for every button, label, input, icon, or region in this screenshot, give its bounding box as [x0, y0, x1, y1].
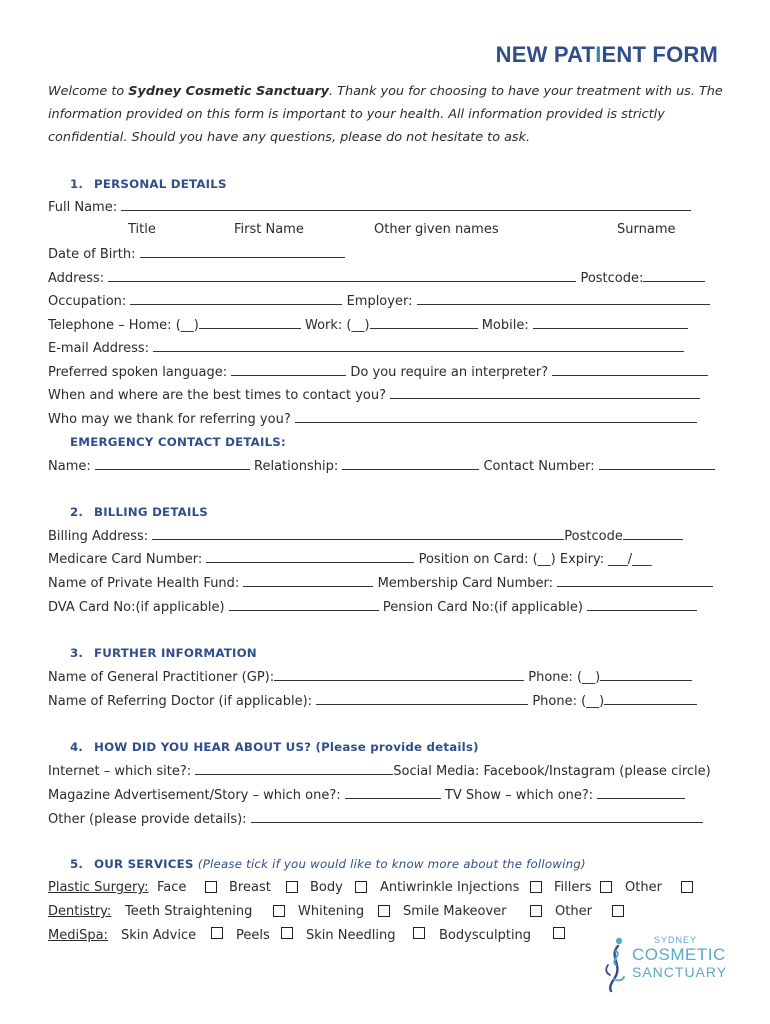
employer-field[interactable] — [417, 293, 710, 305]
referral-row: Who may we thank for referring you? — [48, 411, 697, 429]
figure-logo-icon — [602, 935, 632, 993]
ref-doctor-field[interactable] — [316, 693, 528, 705]
home-phone-field[interactable] — [199, 317, 301, 329]
emergency-row: Name: Relationship: Contact Number: — [48, 458, 715, 476]
service-dentistry-other-checkbox[interactable] — [612, 905, 624, 917]
emergency-name-field[interactable] — [95, 458, 250, 470]
logo-line-2: COSMETIC — [632, 945, 726, 964]
dentistry-category: Dentistry: — [48, 904, 112, 919]
service-body-checkbox[interactable] — [355, 881, 367, 893]
service-smile-makeover-label: Smile Makeover — [403, 904, 507, 919]
internet-field[interactable] — [195, 763, 393, 775]
logo-line-3: SANCTUARY — [632, 964, 728, 980]
magazine-row: Magazine Advertisement/Story – which one?: TV Show – which one?: — [48, 787, 685, 805]
occupation-row: Occupation: Employer: — [48, 293, 710, 311]
work-phone-field[interactable] — [370, 317, 478, 329]
service-skin-advice-label: Skin Advice — [121, 928, 197, 943]
brand-name: Sydney Cosmetic Sanctuary — [128, 84, 330, 99]
full-name-field[interactable] — [121, 199, 691, 211]
telephone-row: Telephone – Home: (__) Work: (__) Mobile: — [48, 317, 688, 335]
logo-line-1: SYDNEY — [654, 935, 698, 945]
service-fillers-label: Fillers — [554, 880, 592, 895]
service-body-label: Body — [310, 880, 343, 895]
ref-doctor-phone-field[interactable] — [604, 693, 697, 705]
address-field[interactable] — [108, 270, 576, 282]
billing-address-field[interactable] — [152, 528, 564, 540]
health-fund-row: Name of Private Health Fund: Membership Card Number: — [48, 575, 713, 593]
service-peels-label: Peels — [236, 928, 270, 943]
service-breast-checkbox[interactable] — [286, 881, 298, 893]
sydney-cosmetic-sanctuary-logo — [602, 935, 732, 995]
emergency-contact-field[interactable] — [599, 458, 715, 470]
medicare-field[interactable] — [206, 551, 414, 563]
gp-phone-field[interactable] — [600, 669, 692, 681]
service-face-label: Face — [157, 880, 187, 895]
medispa-category: MediSpa: — [48, 928, 108, 943]
address-row: Address: Postcode: — [48, 270, 705, 288]
service-fillers-checkbox[interactable] — [600, 881, 612, 893]
emergency-contact-title: EMERGENCY CONTACT DETAILS: — [70, 435, 286, 449]
service-bodysculpting-checkbox[interactable] — [553, 927, 565, 939]
health-fund-field[interactable] — [243, 575, 373, 587]
service-dentistry-other-label: Other — [555, 904, 592, 919]
billing-postcode-field[interactable] — [623, 528, 683, 540]
ref-doctor-row: Name of Referring Doctor (if applicable): Phone: (__) — [48, 693, 697, 711]
medispa-row — [48, 928, 108, 943]
plastic-surgery-row — [48, 880, 149, 895]
service-skin-needling-checkbox[interactable] — [413, 927, 425, 939]
medicare-row: Medicare Card Number: Position on Card: (__) Expiry: ___/___ — [48, 552, 652, 567]
section-personal-details: 1. PERSONAL DETAILS — [70, 177, 227, 191]
dob-row: Date of Birth: — [48, 246, 345, 264]
interpreter-field[interactable] — [552, 364, 708, 376]
emergency-relationship-field[interactable] — [342, 458, 479, 470]
service-bodysculpting-label: Bodysculpting — [439, 928, 532, 943]
service-antiwrinkle-checkbox[interactable] — [530, 881, 542, 893]
dva-row: DVA Card No:(if applicable) Pension Card No:(if applicable) — [48, 599, 697, 617]
service-plastic-other-label: Other — [625, 880, 662, 895]
gp-field[interactable] — [274, 669, 524, 681]
full-name-row: Full Name: — [48, 199, 691, 217]
occupation-field[interactable] — [130, 293, 342, 305]
service-skin-needling-label: Skin Needling — [306, 928, 396, 943]
section-how-did-you-hear: 4. HOW DID YOU HEAR ABOUT US? (Please provide details) — [70, 740, 479, 754]
intro-paragraph: Welcome to Sydney Cosmetic Sanctuary. Thank you for choosing to have your treatment with us. The information provided on this form is important to your health. All information provided is strictly confidential. Should you have any questions, please do not hesitate to ask. — [48, 84, 723, 145]
full-name-sub-first: First Name — [234, 222, 304, 237]
service-whitening-label: Whitening — [298, 904, 365, 919]
section-further-information: 3. FURTHER INFORMATION — [70, 646, 257, 660]
contact-time-row: When and where are the best times to contact you? — [48, 387, 700, 405]
page-title: NEW PATIENT FORM — [495, 42, 718, 67]
email-row: E-mail Address: — [48, 340, 684, 358]
gp-row: Name of General Practitioner (GP): Phone: (__) — [48, 669, 692, 687]
postcode-field[interactable] — [643, 270, 705, 282]
service-face-checkbox[interactable] — [205, 881, 217, 893]
language-row: Preferred spoken language: Do you require an interpreter? — [48, 364, 708, 382]
magazine-field[interactable] — [345, 787, 441, 799]
service-teeth-straightening-checkbox[interactable] — [273, 905, 285, 917]
service-smile-makeover-checkbox[interactable] — [530, 905, 542, 917]
other-source-field[interactable] — [251, 811, 703, 823]
service-breast-label: Breast — [229, 880, 271, 895]
full-name-sub-other: Other given names — [374, 222, 499, 237]
service-whitening-checkbox[interactable] — [378, 905, 390, 917]
pension-field[interactable] — [587, 599, 697, 611]
referral-field[interactable] — [295, 411, 697, 423]
contact-time-field[interactable] — [390, 387, 700, 399]
section-billing-details: 2. BILLING DETAILS — [70, 505, 208, 519]
language-field[interactable] — [231, 364, 346, 376]
section-our-services: 5. OUR SERVICES (Please tick if you would like to know more about the following) — [70, 857, 586, 871]
email-field[interactable] — [153, 340, 684, 352]
service-skin-advice-checkbox[interactable] — [211, 927, 223, 939]
service-plastic-other-checkbox[interactable] — [681, 881, 693, 893]
service-peels-checkbox[interactable] — [281, 927, 293, 939]
full-name-sub-title: Title — [128, 222, 156, 237]
service-antiwrinkle-label: Antiwrinkle Injections — [380, 880, 520, 895]
plastic-surgery-category: Plastic Surgery: — [48, 880, 149, 895]
full-name-sub-surname: Surname — [617, 222, 676, 237]
dva-field[interactable] — [229, 599, 379, 611]
tv-field[interactable] — [597, 787, 685, 799]
billing-address-row: Billing Address: Postcode — [48, 528, 683, 546]
mobile-field[interactable] — [533, 317, 688, 329]
internet-row: Internet – which site?: Social Media: Facebook/Instagram (please circle) — [48, 764, 711, 779]
dob-field[interactable] — [140, 246, 345, 258]
membership-field[interactable] — [557, 575, 713, 587]
service-teeth-straightening-label: Teeth Straightening — [125, 904, 253, 919]
other-source-row: Other (please provide details): — [48, 811, 703, 829]
dentistry-row — [48, 904, 111, 919]
